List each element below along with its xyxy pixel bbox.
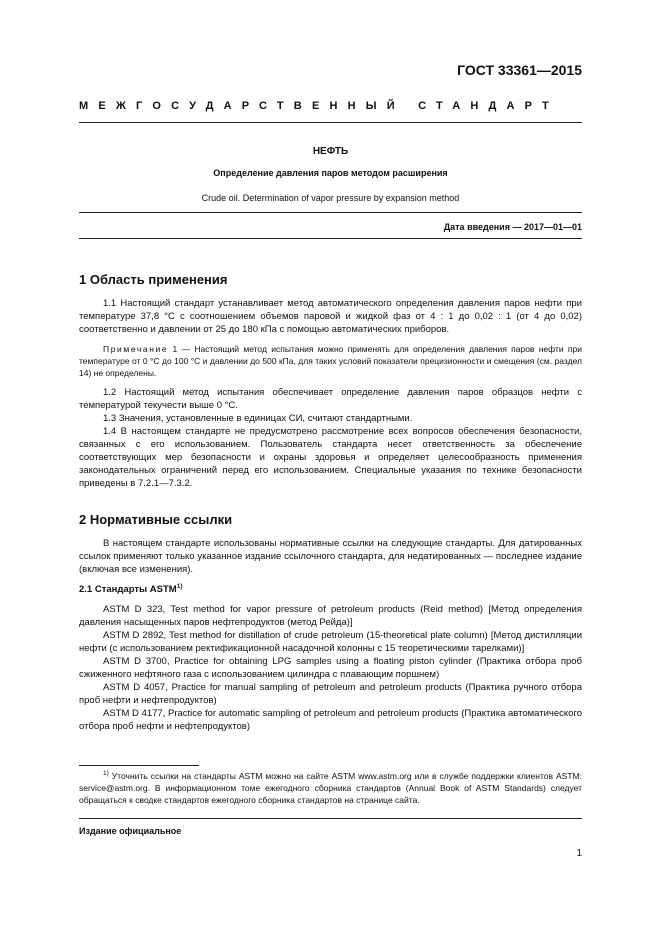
paragraph-1-1: 1.1 Настоящий стандарт устанавливает метод автоматического определения давления паров нефти при температуре 37,8 °С с соотношением объемов паровой и жидкой фаз от 4 : 1 до 0,02 : 1 (от 4 до 0,02) соответственно и давлении от 25 до 180 кПа с помощью автоматических приборов. [79, 298, 582, 335]
header-divider [79, 122, 582, 123]
section-2-intro: В настоящем стандарте использованы нормативные ссылки на следующие стандарты. Для датированных ссылок применяют только указанное издание ссылочного стандарта, для недатированных — последнее издание (включая все изменения). [79, 538, 582, 575]
interstate-standard-label: МЕЖГОСУДАРСТВЕННЫЙ СТАНДАРТ [79, 100, 559, 112]
subsection-2-1-heading [79, 584, 182, 595]
footnote-divider [79, 765, 199, 766]
footnote-text: Уточнить ссылки на стандарты ASTM можно на сайте ASTM www.astm.org или в службе поддержки клиентов ASTM: service@astm.org. В информационном томе ежегодного сборника стандартов (Annual Book of ASTM Standards) следует обращаться к сводке стандартов ежегодного сборника стандартов на странице сайта. [79, 771, 582, 805]
note-1 [79, 343, 582, 379]
effective-date: Дата введения — 2017—01—01 [443, 222, 582, 232]
reference-item: ASTM D 3700, Practice for obtaining LPG samples using a floating piston cylinder (Практика отбора проб сжиженного нефтяного газа с использованием цилиндра с плавающим поршнем) [79, 656, 582, 680]
reference-item: ASTM D 4177, Practice for automatic sampling of petroleum and petroleum products (Практика автоматического отбора проб нефти и нефтепродуктов) [79, 708, 582, 732]
paragraph-1-3: 1.3 Значения, установленные в единицах СИ, считают стандартными. [103, 413, 413, 424]
official-edition-label: Издание официальное [79, 826, 182, 836]
section-1-heading: 1 Область применения [79, 272, 228, 287]
paragraph-1-2: 1.2 Настоящий метод испытания обеспечивает определение давления паров образцов нефти с температурой текучести выше 0 °С. [79, 387, 582, 411]
document-subtitle: Определение давления паров методом расширения [213, 168, 448, 178]
date-divider [79, 238, 582, 239]
title-divider [79, 212, 582, 213]
english-title: Crude oil. Determination of vapor pressure by expansion method [201, 193, 460, 203]
paragraph-1-4: 1.4 В настоящем стандарте не предусмотрено рассмотрение всех вопросов обеспечения безопасности, связанных с его использованием. Пользователь стандарта несет ответственность за обеспечение соответствующих мер безопасности и охраны здоровья и определяет целесообразность применения законодательных ограничений перед его использованием. Специальные указания по технике безопасности приведены в 7.2.1—7.3.2. [79, 426, 582, 489]
section-1-body [79, 297, 582, 490]
section-2-heading: 2 Нормативные ссылки [79, 512, 233, 527]
page-number: 1 [576, 848, 582, 859]
standard-number: ГОСТ 33361—2015 [457, 62, 582, 78]
section-2-intro-block [79, 537, 582, 576]
footnote-ref: 1) [176, 583, 183, 590]
footnote-mark: 1) [103, 770, 109, 777]
note-label: Примечание [103, 344, 169, 354]
footnote [79, 770, 582, 806]
reference-item: ASTM D 2892, Test method for distillation of crude petroleum (15-theoretical plate column) [Метод дистилляции нефти (с использованием ректификационной насадочной колонны с 15 теоретическими тарелками)] [79, 630, 582, 654]
reference-item: ASTM D 323, Test method for vapor pressure of petroleum products (Reid method) [Метод определения давления насыщенных паров нефтепродуктов (метод Рейда)] [79, 604, 582, 628]
reference-item: ASTM D 4057, Practice for manual sampling of petroleum and petroleum products (Практика ручного отбора проб нефти и нефтепродуктов) [79, 682, 582, 706]
note-text: 1 — Настоящий метод испытания можно применять для определения давления паров нефти при температуре от 0 °С до 100 °С и давлении до 500 кПа, для таких условий показатели прецизионности и смещения (см. раздел 14) не определены. [79, 344, 582, 378]
footer-divider [79, 818, 582, 819]
astm-reference-list [79, 603, 582, 733]
document-title: НЕФТЬ [312, 146, 349, 157]
subsection-2-1-title: 2.1 Стандарты ASTM [79, 584, 177, 595]
